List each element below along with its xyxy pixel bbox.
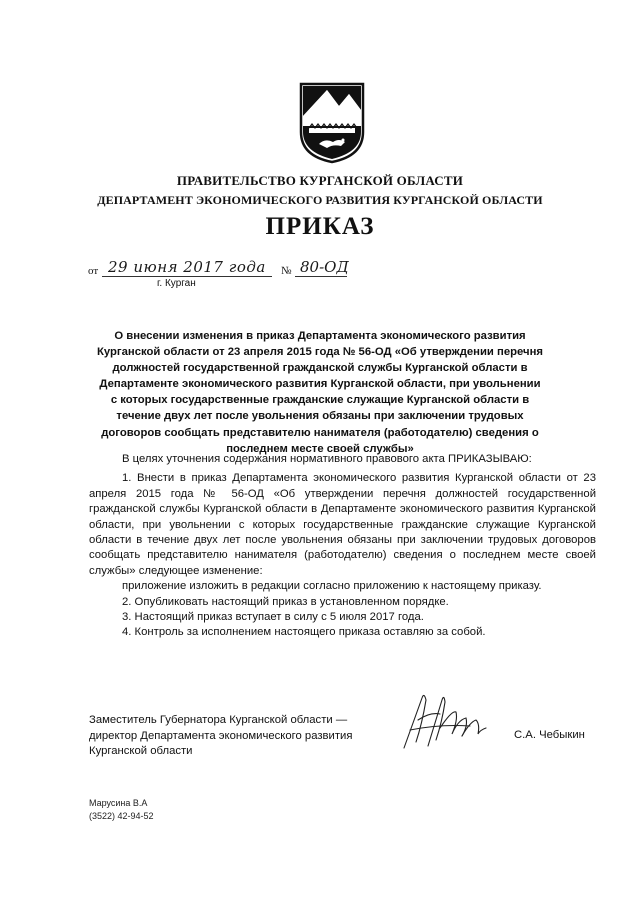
- number-label: №: [281, 265, 292, 277]
- executor-name: Марусина В.А: [89, 798, 148, 808]
- signer-position: [89, 713, 389, 760]
- handwritten-number: 80-ОД: [300, 258, 349, 276]
- order-meta: [88, 259, 368, 279]
- handwritten-signature-icon: [400, 690, 490, 752]
- number-underline: [295, 276, 347, 277]
- department-name: ДЕПАРТАМЕНТ ЭКОНОМИЧЕСКОГО РАЗВИТИЯ КУРГАНСКОЙ ОБЛАСТИ: [97, 193, 543, 207]
- handwritten-date: 29 июня 2017 года: [108, 258, 266, 276]
- coat-of-arms-icon: [299, 82, 365, 164]
- date-label: от: [88, 265, 99, 277]
- order-title: О внесении изменения в приказ Департамента экономического развития Курганской области от 23 апреля 2015 года № 56-ОД «Об утверждении перечня должностей государственной гражданской службы Курганской области в Департаменте экономического развития Курганской области, при увольнении с которых государственные гражданские служащие Курганской области в течение двух лет после увольнения обязаны при заключении трудовых договоров сообщать представителю нанимателя (работодателю) сведения о последнем месте своей службы»: [97, 330, 543, 455]
- item-2: 2. Опубликовать настоящий приказ в установленном порядке.: [122, 595, 449, 608]
- city: г. Курган: [157, 278, 196, 289]
- date-underline: [102, 276, 272, 277]
- order-body: [89, 452, 596, 641]
- position-line-2: директор Департамента экономического развития: [89, 729, 353, 742]
- executor-info: [89, 797, 154, 822]
- item-3: 3. Настоящий приказ вступает в силу с 5 июля 2017 года.: [122, 611, 424, 624]
- item-1-continuation: приложение изложить в редакции согласно приложению к настоящему приказу.: [122, 580, 542, 593]
- position-line-3: Курганской области: [89, 745, 193, 757]
- intro-paragraph: В целях уточнения содержания нормативного правового акта ПРИКАЗЫВАЮ:: [122, 453, 532, 465]
- item-4: 4. Контроль за исполнением настоящего приказа оставляю за собой.: [122, 626, 486, 639]
- document-type: ПРИКАЗ: [265, 213, 375, 240]
- item-1: 1. Внести в приказ Департамента экономического развития Курганской области от 23 апреля 2015 года № 56-ОД «Об утверждении перечня должностей государственной гражданской службы Курганской области в Департаменте экономического развития Курганской области, при увольнении с которых государственные гражданские служащие Курганской области в течение двух лет после увольнения обязаны при заключении трудовых договоров сообщать представителю нанимателя (работодателю) сведения о последнем месте своей службы» следующее изменение:: [89, 472, 596, 577]
- position-line-1: Заместитель Губернатора Курганской области —: [89, 714, 348, 726]
- executor-phone: (3522) 42-94-52: [89, 810, 154, 821]
- government-name: ПРАВИТЕЛЬСТВО КУРГАНСКОЙ ОБЛАСТИ: [176, 173, 464, 188]
- signer-name: С.А. Чебыкин: [514, 729, 585, 741]
